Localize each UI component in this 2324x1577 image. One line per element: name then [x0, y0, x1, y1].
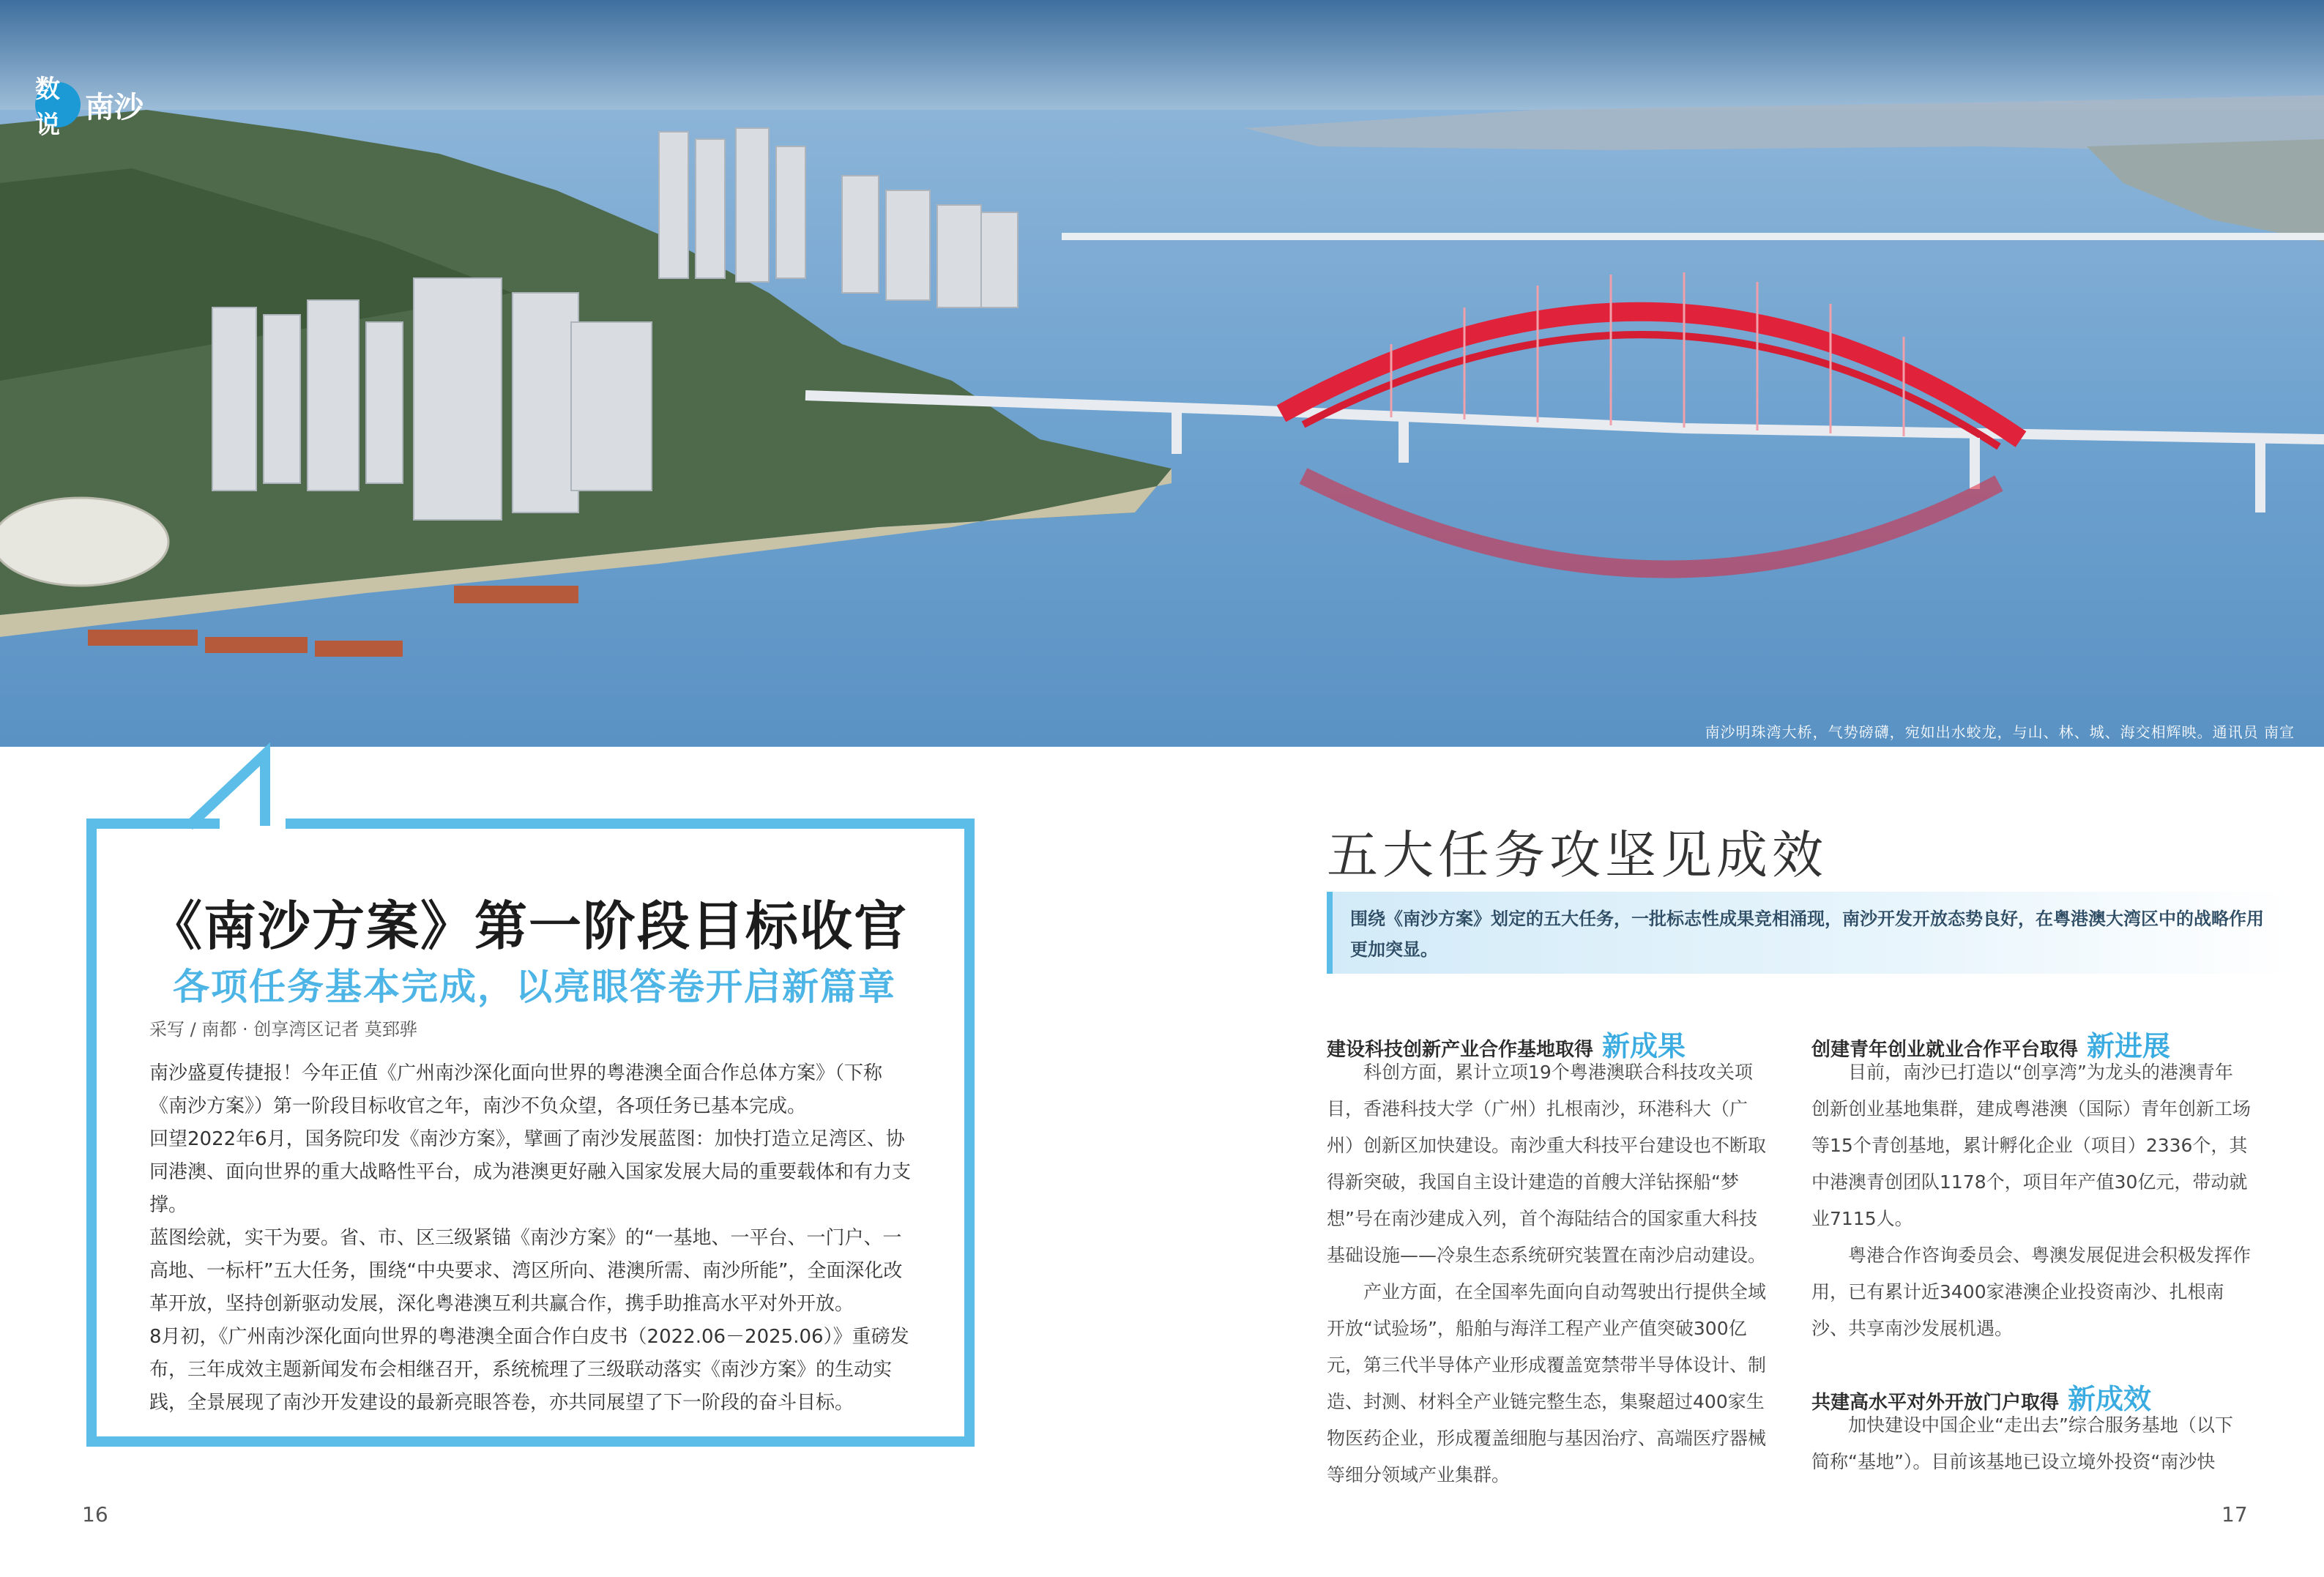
byline: 采写 / 南都 · 创享湾区记者 莫郅骅 — [149, 1019, 417, 1040]
section-heading-text: 建设科技创新产业合作基地取得 — [1327, 1039, 1594, 1061]
column-1 — [1327, 1054, 1766, 1494]
column-3 — [1811, 1407, 2251, 1480]
right-title: 五大任务攻坚见成效 — [1327, 825, 1828, 885]
hero-photo — [0, 0, 2324, 747]
section-heading-highlight: 新进展 — [2087, 1029, 2171, 1062]
right-intro: 围绕《南沙方案》划定的五大任务，一批标志性成果竞相涌现，南沙开发开放态势良好，在粤港澳大湾区中的战略作用更加突显。 — [1327, 892, 2293, 974]
column-paragraph: 科创方面，累计立项19个粤港澳联合科技攻关项目，香港科技大学（广州）扎根南沙，环港科大（广州）创新区加快建设。南沙重大科技平台建设也不断取得新突破，我国自主设计建造的首艘大洋钻探船“梦想”号在南沙建成入列，首个海陆结合的国家重大科技基础设施——冷泉生态系统研究装置在南沙启动建设。 — [1327, 1062, 1767, 1266]
section-heading-highlight: 新成效 — [2068, 1382, 2152, 1415]
lead-paragraph: 南沙盛夏传捷报！今年正值《广州南沙深化面向世界的粤港澳全面合作总体方案》（下称《南沙方案》）第一阶段目标收官之年，南沙不负众望，各项任务已基本完成。 — [149, 1062, 883, 1117]
subheadline: 各项任务基本完成，以亮眼答卷开启新篇章 — [173, 965, 896, 1008]
headline: 《南沙方案》第一阶段目标收官 — [149, 895, 909, 957]
column-paragraph: 加快建设中国企业“走出去”综合服务基地（以下简称“基地”）。目前该基地已设立境外投资“南沙快 — [1811, 1414, 2233, 1472]
page-number-left: 16 — [82, 1502, 108, 1526]
column-paragraph: 目前，南沙已打造以“创享湾”为龙头的港澳青年创新创业基地集群，建成粤港澳（国际）青年创新工场等15个青创基地，累计孵化企业（项目）2336个，其中港澳青创团队1178个，项目年产值30亿元，带动就业7115人。 — [1811, 1062, 2252, 1229]
column-paragraph: 粤港合作咨询委员会、粤澳发展促进会积极发挥作用，已有累计近3400家港澳企业投资南沙、扎根南沙、共享南沙发展机遇。 — [1811, 1245, 2252, 1339]
lead-body — [149, 1057, 911, 1420]
column-paragraph: 产业方面，在全国率先面向自动驾驶出行提供全域开放“试验场”，船舶与海洋工程产业产值突破300亿元，第三代半导体产业形成覆盖宽禁带半导体设计、制造、封测、材料全产业链完整生态，集聚超过400家生物医药企业，形成覆盖细胞与基因治疗、高端医疗器械等细分领域产业集群。 — [1327, 1281, 1767, 1485]
section-heading-highlight: 新成果 — [1602, 1029, 1686, 1062]
lead-paragraph: 8月初，《广州南沙深化面向世界的粤港澳全面合作白皮书（2022.06－2025.06）》重磅发布，三年成效主题新闻发布会相继召开，系统梳理了三级联动落实《南沙方案》的生动实践，全景展现了南沙开发建设的最新亮眼答卷，亦共同展望了下一阶段的奋斗目标。 — [149, 1326, 909, 1414]
speech-tail-icon — [0, 0, 308, 835]
lead-paragraph: 回望2022年6月，国务院印发《南沙方案》，擘画了南沙发展蓝图：加快打造立足湾区、协同港澳、面向世界的重大战略性平台，成为港澳更好融入国家发展大局的重要载体和有力支撑。 — [149, 1128, 912, 1216]
section-label-text: 南沙 — [85, 90, 144, 124]
page-number-right: 17 — [2221, 1502, 2248, 1526]
lead-paragraph: 蓝图绘就，实干为要。省、市、区三级紧锚《南沙方案》的“一基地、一平台、一门户、一高地、一标杆”五大任务，围绕“中央要求、湾区所向、港澳所需、南沙所能”，全面深化改革开放，坚持创新驱动发展，深化粤港澳互利共赢合作，携手助推高水平对外开放。 — [149, 1227, 903, 1315]
section-heading-text: 共建高水平对外开放门户取得 — [1811, 1392, 2060, 1414]
section-heading-text: 创建青年创业就业合作平台取得 — [1811, 1039, 2079, 1061]
section-badge: 数说 — [35, 82, 81, 127]
column-2 — [1811, 1054, 2251, 1347]
photo-caption: 南沙明珠湾大桥，气势磅礴，宛如出水蛟龙，与山、林、城、海交相辉映。通讯员 南宣 — [1705, 723, 2295, 741]
bridge-cityscape-illustration — [0, 0, 2324, 747]
